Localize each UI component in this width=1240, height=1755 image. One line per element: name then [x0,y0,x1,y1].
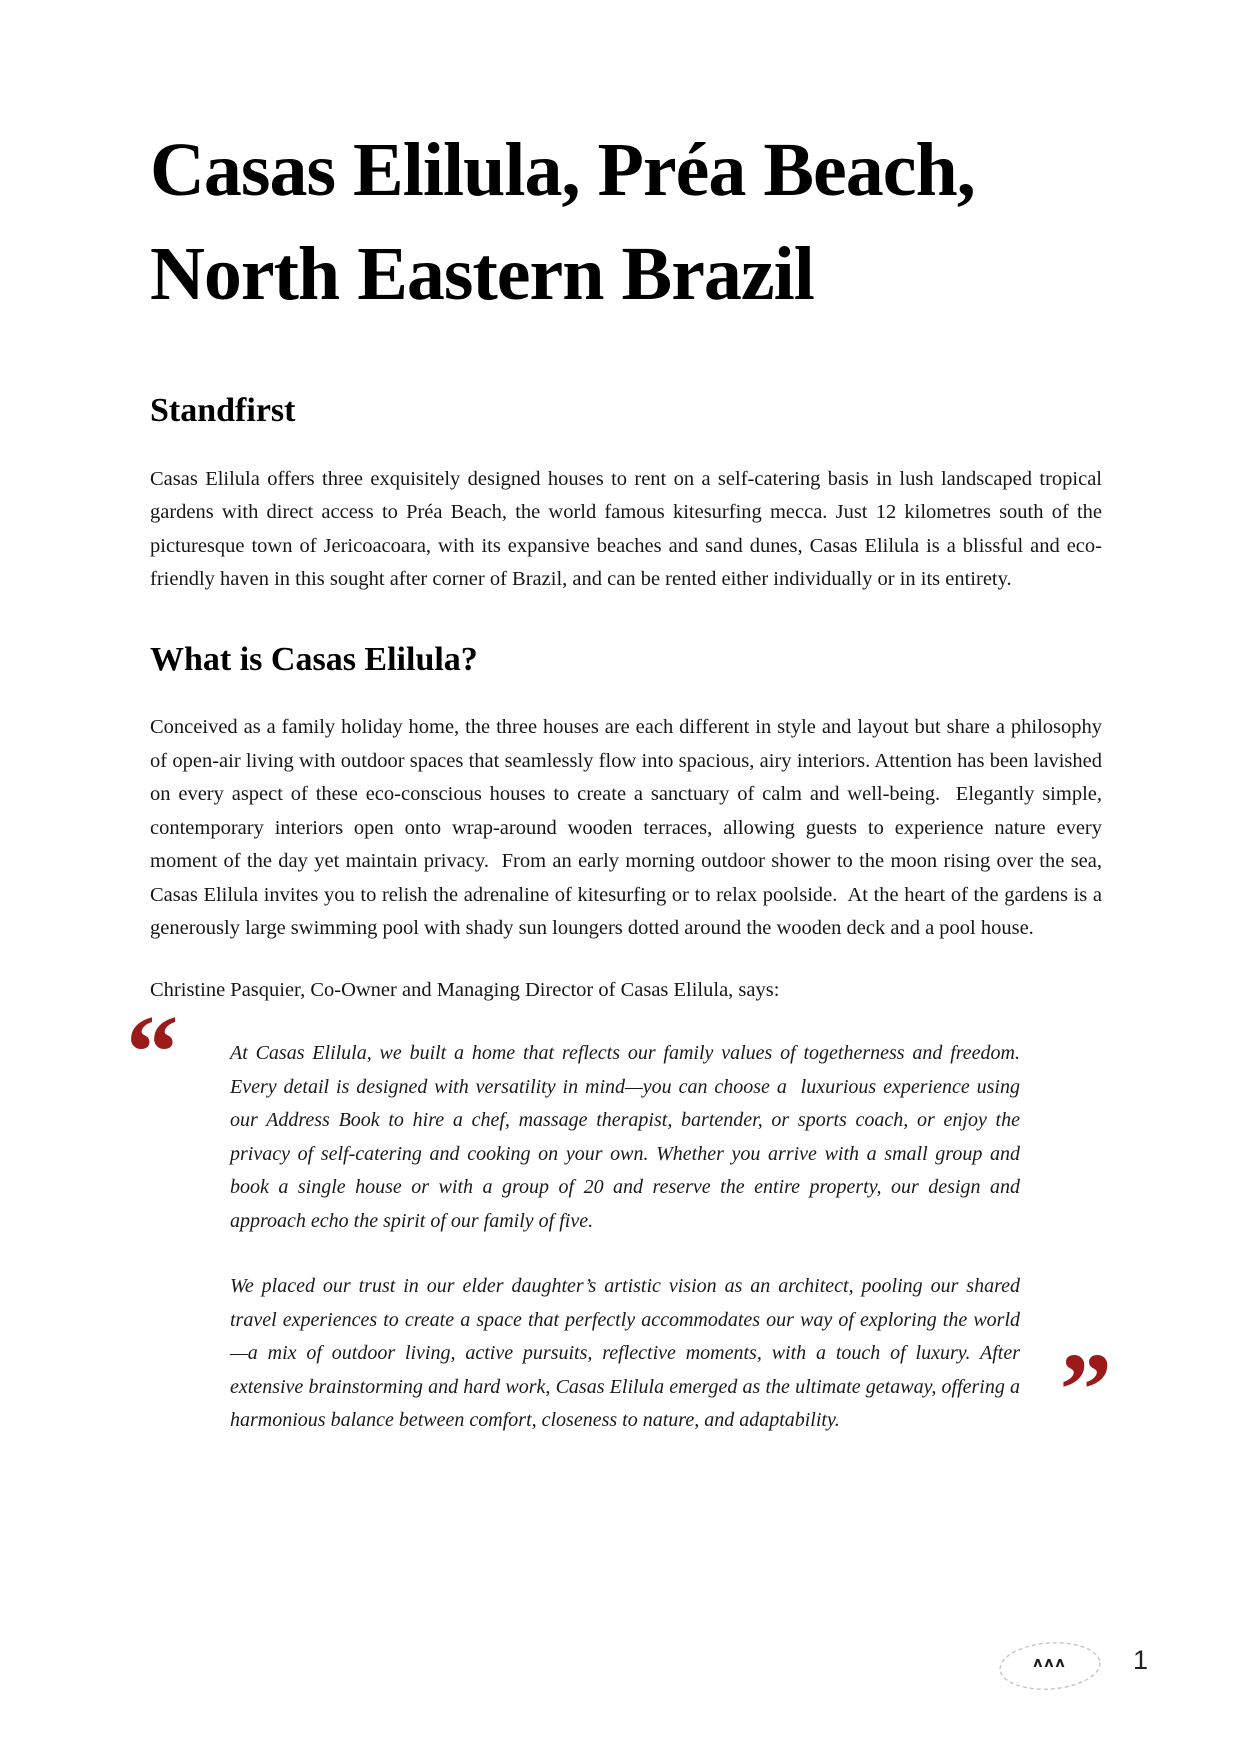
page-title [150,118,1102,326]
quote-paragraph-1: At Casas Elilula, we built a home that reflects our family values of togetherness and freedom. Every detail is designed with versatility in mind—you can choose a luxurious experience using our Address Book to hire a chef, massage therapist, bartender, or sports coach, or enjoy the privacy of self-catering and cooking on your own. Whether you arrive with a small group and book a single house or with a group of 20 and reserve the entire property, our design and approach echo the spirit of our family of five. [230,1042,1025,1232]
open-quote-icon: “ [126,993,179,1110]
stamp-marks: ʌʌʌ [1033,1655,1067,1671]
page-number: 1 [1133,1645,1149,1675]
page-title-line-1: Casas Elilula, Préa Beach, [150,128,975,212]
section-heading-standfirst: Standfirst [150,392,296,429]
document-content [126,0,1112,1448]
section-heading-what-is: What is Casas Elilula? [150,640,478,678]
paragraph-what-is: Conceived as a family holiday home, the three houses are each different in style and layout but share a philosophy of open-air living with outdoor spaces that seamlessly flow into spacious, airy interiors. Attention has been lavished on every aspect of these eco-conscious houses to create a sanctuary of calm and well-being. Elegantly simple, contemporary interiors open onto wrap-around wooden terraces, allowing guests to experience nature every moment of the day yet maintain privacy. From an early morning outdoor shower to the moon rising over the sea, Casas Elilula invites you to relish the adrenaline of kitesurfing or to relax poolside. At the heart of the gardens is a generously large swimming pool with shady sun loungers dotted around the wooden deck and a pool house. [150,716,1108,939]
scribble-stamp [997,1640,1103,1694]
close-quote-icon: ” [1059,1330,1112,1448]
quote-paragraph-2: We placed our trust in our elder daughter’s artistic vision as an architect, pooling our shared travel experiences to create a space that perfectly accommodates our way of exploring the world—a mix of outdoor living, active pursuits, reflective moments, with a touch of luxury. After extensive brainstorming and hard work, Casas Elilula emerged as the ultimate getaway, offering a harmonious balance between comfort, closeness to nature, and adaptability. [230,1275,1025,1431]
page-title-line-2: North Eastern Brazil [150,232,814,316]
quote-attribution-line: Christine Pasquier, Co-Owner and Managing Director of Casas Elilula, says: [150,978,780,1001]
paragraph-standfirst: Casas Elilula offers three exquisitely designed houses to rent on a self-catering basis in lush landscaped tropical gardens with direct access to Préa Beach, the world famous kitesurfing mecca. Just 12 kilometres south of the picturesque town of Jericoacoara, with its expansive beaches and sand dunes, Casas Elilula is a blissful and eco-friendly haven in this sought after corner of Brazil, and can be rented either individually or in its entirety. [150,467,1108,590]
pull-quote [126,993,1112,1448]
